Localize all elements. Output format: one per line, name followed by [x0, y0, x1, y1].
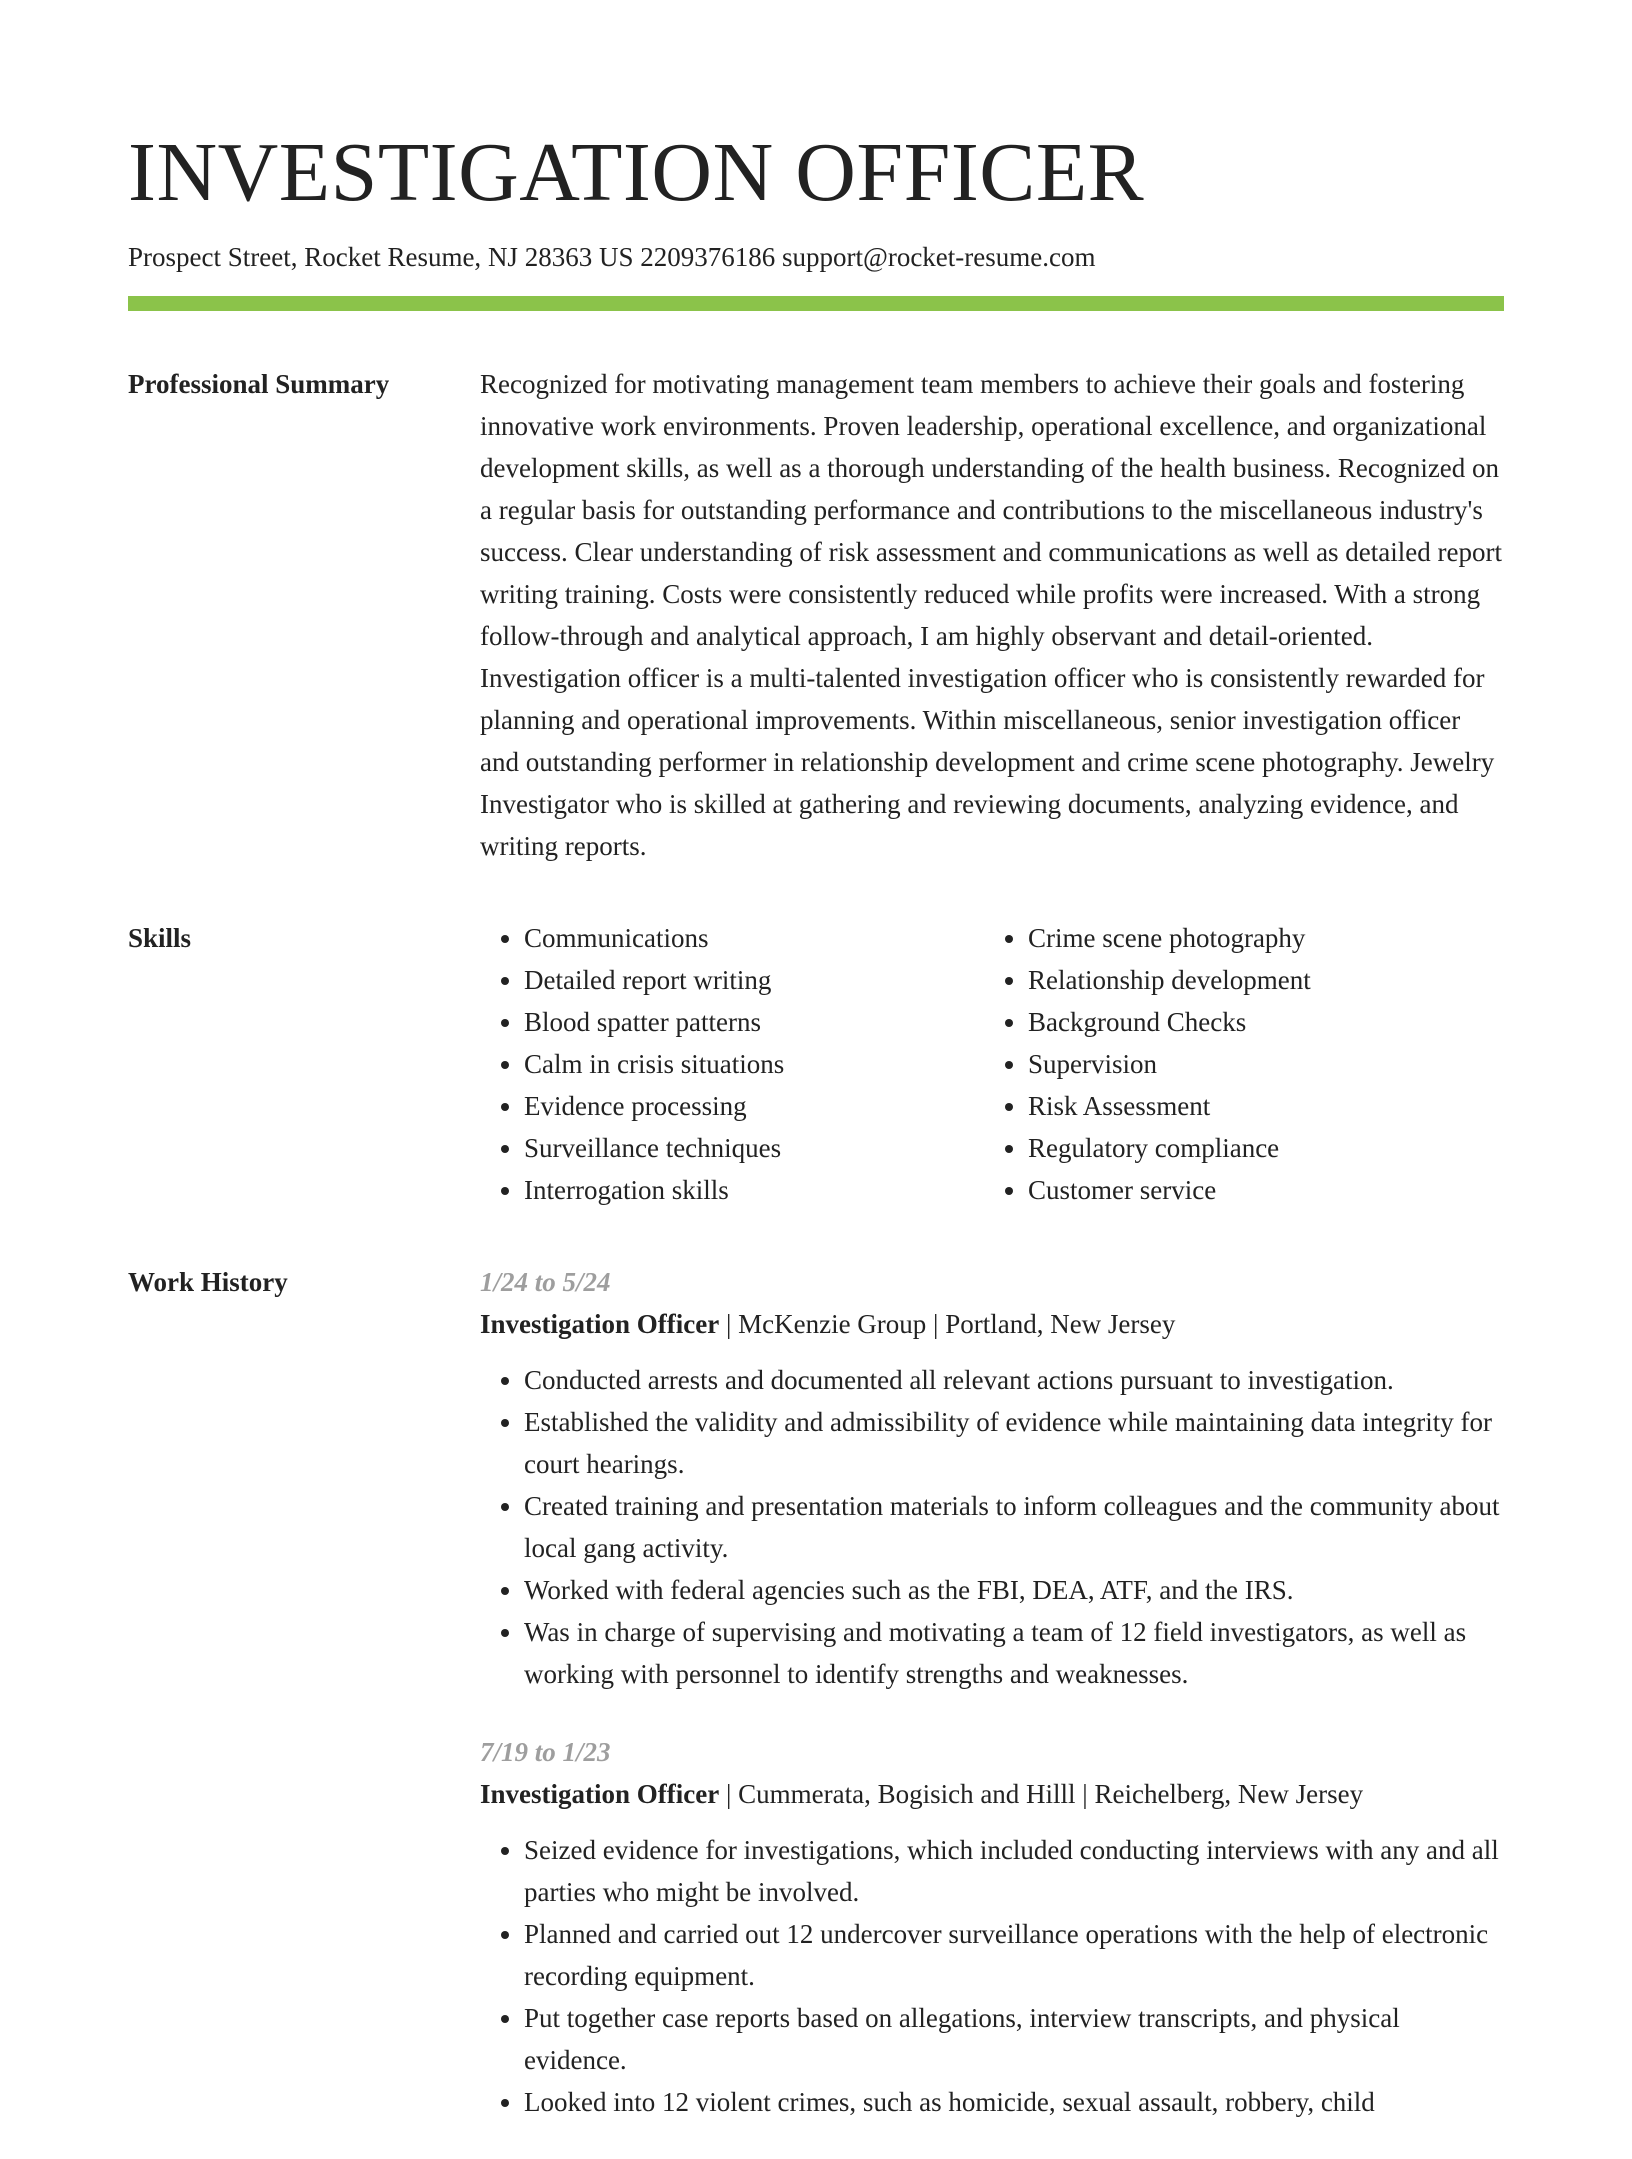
contact-city: Rocket Resume,	[304, 242, 482, 272]
work-title: Work History	[128, 1267, 288, 1297]
job-details: | McKenzie Group | Portland, New Jersey	[719, 1309, 1176, 1339]
summary-section	[128, 363, 1504, 867]
skills-list-left	[480, 917, 984, 1211]
job-details: | Cummerata, Bogisich and Hilll | Reichelberg, New Jersey	[719, 1779, 1364, 1809]
job-bullet: • Planned and carried out 12 undercover surveillance operations with the help of electronic recording equipment.	[524, 1913, 1504, 1997]
header-divider	[128, 296, 1504, 311]
job-title: Investigation Officer	[480, 1309, 720, 1339]
job-bullet: • Was in charge of supervising and motivating a team of 12 field investigators, as well as working with personnel to identify strengths and weaknesses.	[524, 1611, 1504, 1695]
job-bullet: • Looked into 12 violent crimes, such as homicide, sexual assault, robbery, child	[524, 2081, 1504, 2123]
skill-item: • Relationship development	[1028, 959, 1488, 1001]
job-title: Investigation Officer	[480, 1779, 720, 1809]
job-bullet: • Seized evidence for investigations, which included conducting interviews with any and all parties who might be involved.	[524, 1829, 1504, 1913]
job-dates: 1/24 to 5/24	[480, 1267, 611, 1297]
job-bullet: • Worked with federal agencies such as the FBI, DEA, ATF, and the IRS.	[524, 1569, 1504, 1611]
skills-list-right	[984, 917, 1488, 1211]
skill-item: • Crime scene photography	[1028, 917, 1488, 959]
job-bullets	[480, 1359, 1504, 1695]
contact-country: US	[598, 242, 634, 272]
job-bullet: • Created training and presentation materials to inform colleagues and the community about local gang activity.	[524, 1485, 1504, 1569]
skill-item: • Supervision	[1028, 1043, 1488, 1085]
skills-body	[480, 917, 1504, 1211]
skill-item: • Customer service	[1028, 1169, 1488, 1211]
summary-text: Recognized for motivating management team members to achieve their goals and fostering innovative work environments. Proven leadership, operational excellence, and organizational development skills, as well as a thorough understanding of the health business. Recognized on a regular basis for outstanding performance and contributions to the miscellaneous industry's success. Clear understanding of risk assessment and communications as well as detailed report writing training. Costs were consistently reduced while profits were increased. With a strong follow-through and analytical approach, I am highly observant and detail-oriented. Investigation officer is a multi-talented investigation officer who is consistently rewarded for planning and operational improvements. Within miscellaneous, senior investigation officer and outstanding performer in relationship development and crime scene photography. Jewelry Investigator who is skilled at gathering and reviewing documents, analyzing evidence, and writing reports.	[480, 369, 1502, 861]
skills-title: Skills	[128, 923, 192, 953]
contact-email: support@rocket-resume.com	[781, 242, 1096, 272]
skill-item: • Surveillance techniques	[524, 1127, 984, 1169]
job-dates: 7/19 to 1/23	[480, 1737, 611, 1767]
job-bullet: • Conducted arrests and documented all relevant actions pursuant to investigation.	[524, 1359, 1504, 1401]
skills-section	[128, 917, 1504, 1211]
job-bullet: • Established the validity and admissibility of evidence while maintaining data integrity for court hearings.	[524, 1401, 1504, 1485]
contact-line	[128, 238, 1504, 276]
skill-item: • Regulatory compliance	[1028, 1127, 1488, 1169]
summary-body	[480, 363, 1504, 867]
skill-item: • Interrogation skills	[524, 1169, 984, 1211]
skill-item: • Calm in crisis situations	[524, 1043, 984, 1085]
work-section	[128, 1261, 1504, 2159]
contact-state-zip: NJ 28363	[487, 242, 593, 272]
skill-item: • Background Checks	[1028, 1001, 1488, 1043]
job-entry	[480, 1261, 1504, 1695]
job-bullets	[480, 1829, 1504, 2123]
skill-item: • Detailed report writing	[524, 959, 984, 1001]
skill-item: • Blood spatter patterns	[524, 1001, 984, 1043]
job-entry	[480, 1731, 1504, 2123]
skill-item: • Communications	[524, 917, 984, 959]
skill-item: • Risk Assessment	[1028, 1085, 1488, 1127]
contact-phone: 2209376186	[640, 242, 776, 272]
resume-name: INVESTIGATION OFFICER	[128, 126, 1145, 219]
contact-street: Prospect Street,	[128, 242, 298, 272]
job-title-line	[480, 1303, 1504, 1345]
skill-item: • Evidence processing	[524, 1085, 984, 1127]
job-bullet: • Put together case reports based on allegations, interview transcripts, and physical evidence.	[524, 1997, 1504, 2081]
resume-page	[128, 0, 1504, 2159]
work-body	[480, 1261, 1504, 2159]
summary-title: Professional Summary	[128, 369, 390, 399]
job-title-line	[480, 1773, 1504, 1815]
